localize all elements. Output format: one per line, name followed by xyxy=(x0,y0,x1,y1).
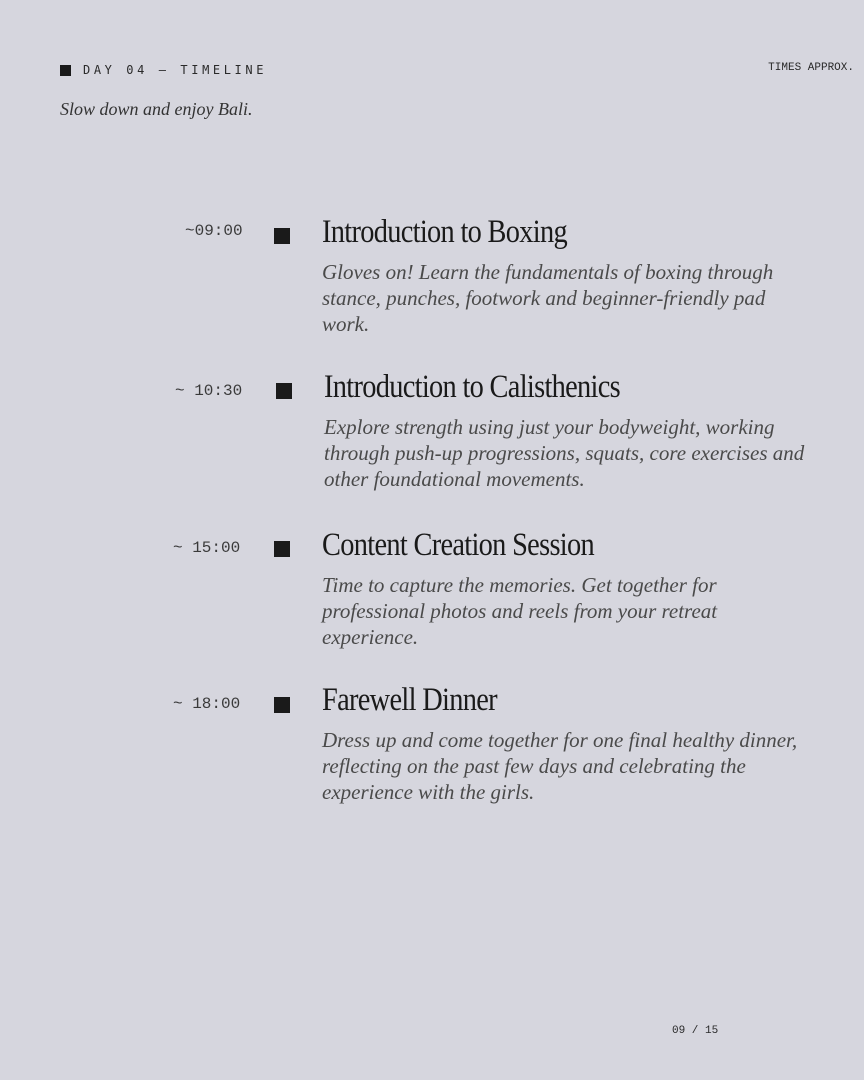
square-bullet-icon xyxy=(60,65,71,76)
tagline: Slow down and enjoy Bali. xyxy=(60,99,253,119)
event-title: Introduction to Calisthenics xyxy=(324,369,621,405)
event-description: Dress up and come together for one final healthy dinner, reflecting on the past few days and celebrating the experience with the girls. xyxy=(322,728,798,804)
event-title: Content Creation Session xyxy=(322,527,595,563)
event-time: ~ 15:00 xyxy=(173,539,241,557)
square-bullet-icon xyxy=(276,383,292,399)
page-number: 09 / 15 xyxy=(672,1025,719,1037)
event-title: Introduction to Boxing xyxy=(322,214,568,250)
event-time: ~09:00 xyxy=(185,222,243,240)
times-approx-note: TIMES APPROX. xyxy=(768,62,854,74)
square-bullet-icon xyxy=(274,228,290,244)
event-description: Explore strength using just your bodyweight, working through push-up progressions, squats, core exercises and other foundational movements. xyxy=(324,415,805,491)
event-time: ~ 10:30 xyxy=(175,382,243,400)
square-bullet-icon xyxy=(274,697,290,713)
event-description: Gloves on! Learn the fundamentals of boxing through stance, punches, footwork and beginner-friendly pad work. xyxy=(322,260,774,336)
section-label-text: DAY 04 — TIMELINE xyxy=(83,63,268,77)
event-title: Farewell Dinner xyxy=(322,682,497,718)
square-bullet-icon xyxy=(274,541,290,557)
event-description: Time to capture the memories. Get together for professional photos and reels from your retreat experience. xyxy=(322,573,718,649)
event-time: ~ 18:00 xyxy=(173,695,241,713)
section-label xyxy=(60,63,267,77)
